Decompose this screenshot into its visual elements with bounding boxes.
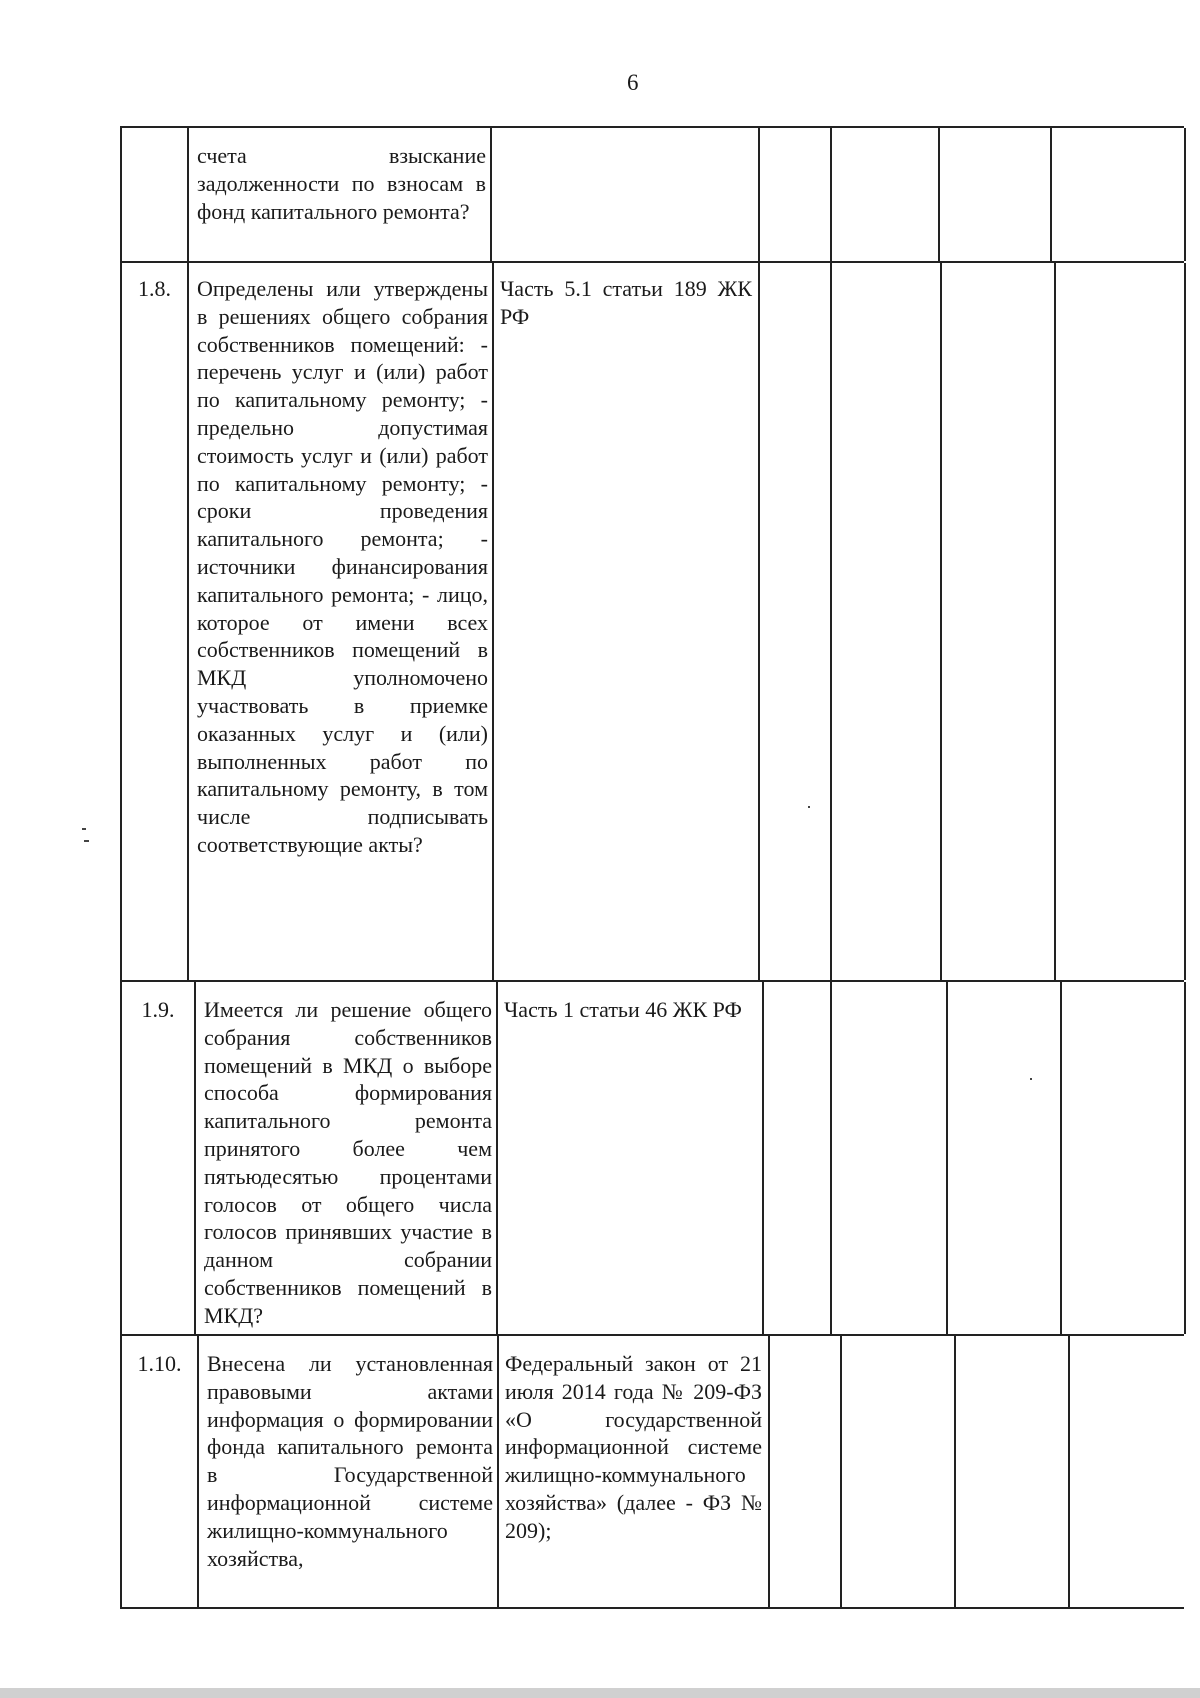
row-question: счета взыскание задолженности по взносам в фонд капитального ремонта? — [197, 143, 486, 224]
empty-cell — [956, 1336, 1070, 1607]
row-number: 1.9. — [141, 997, 175, 1022]
scan-speck — [808, 806, 810, 808]
empty-cell — [1070, 1336, 1186, 1607]
row-reference: Часть 5.1 статьи 189 ЖК РФ — [500, 276, 752, 329]
row-number — [122, 128, 187, 136]
empty-cell — [1062, 982, 1186, 1334]
empty-cell — [832, 982, 948, 1334]
row-number: 1.8. — [138, 276, 171, 301]
empty-cell — [760, 128, 832, 261]
empty-cell — [764, 982, 832, 1334]
row-question: Имеется ли решение общего собрания собственников помещений в МКД о выборе способа формирования капитального ремонта принятого более чем пятьюдесятью процентами голосов от общего числа голосов принявших участие в данном собрании собственников помещений в МКД? — [204, 997, 492, 1328]
empty-cell — [832, 128, 940, 261]
table-row — [120, 980, 1184, 1334]
empty-cell — [940, 128, 1052, 261]
scan-speck — [82, 828, 86, 830]
empty-cell — [770, 1336, 842, 1607]
empty-cell — [942, 263, 1056, 980]
empty-cell — [1056, 263, 1186, 980]
table-row — [120, 1334, 1184, 1609]
empty-cell — [842, 1336, 956, 1607]
empty-cell — [760, 263, 832, 980]
row-question: Определены или утверждены в решениях общего собрания собственников помещений: - перечень услуг и (или) работ по капитальному ремонту; - предельно допустимая стоимость услуг и (или) работ по капитальному ремонту; - сроки проведения капитального ремонта; - источники финансирования капитального ремонта; - лицо, которое от имени всех собственников помещений в МКД уполномочено участвовать в приемке оказанных услуг и (или) выполненных работ по капитальному ремонту, в том числе подписывать соответствующие акты? — [197, 276, 488, 857]
scan-edge — [0, 1688, 1200, 1698]
page-number: 6 — [627, 70, 639, 95]
row-question: Внесена ли установленная правовыми актами информация о формировании фонда капитального ремонта в Государственной информационной системе жилищно-коммунального хозяйства, — [207, 1351, 493, 1571]
row-number: 1.10. — [137, 1351, 182, 1376]
table-row — [120, 261, 1184, 980]
empty-cell — [948, 982, 1062, 1334]
row-reference: Часть 1 статьи 46 ЖК РФ — [504, 997, 742, 1022]
row-reference: Федеральный закон от 21 июля 2014 года № 209-ФЗ «О государственной информационной системе жилищно-коммунального хозяйства» (далее - ФЗ № 209); — [505, 1351, 762, 1543]
scan-speck — [84, 840, 89, 842]
scan-speck — [1030, 1078, 1032, 1080]
empty-cell — [832, 263, 942, 980]
empty-cell — [1052, 128, 1186, 261]
table-row — [120, 126, 1184, 261]
